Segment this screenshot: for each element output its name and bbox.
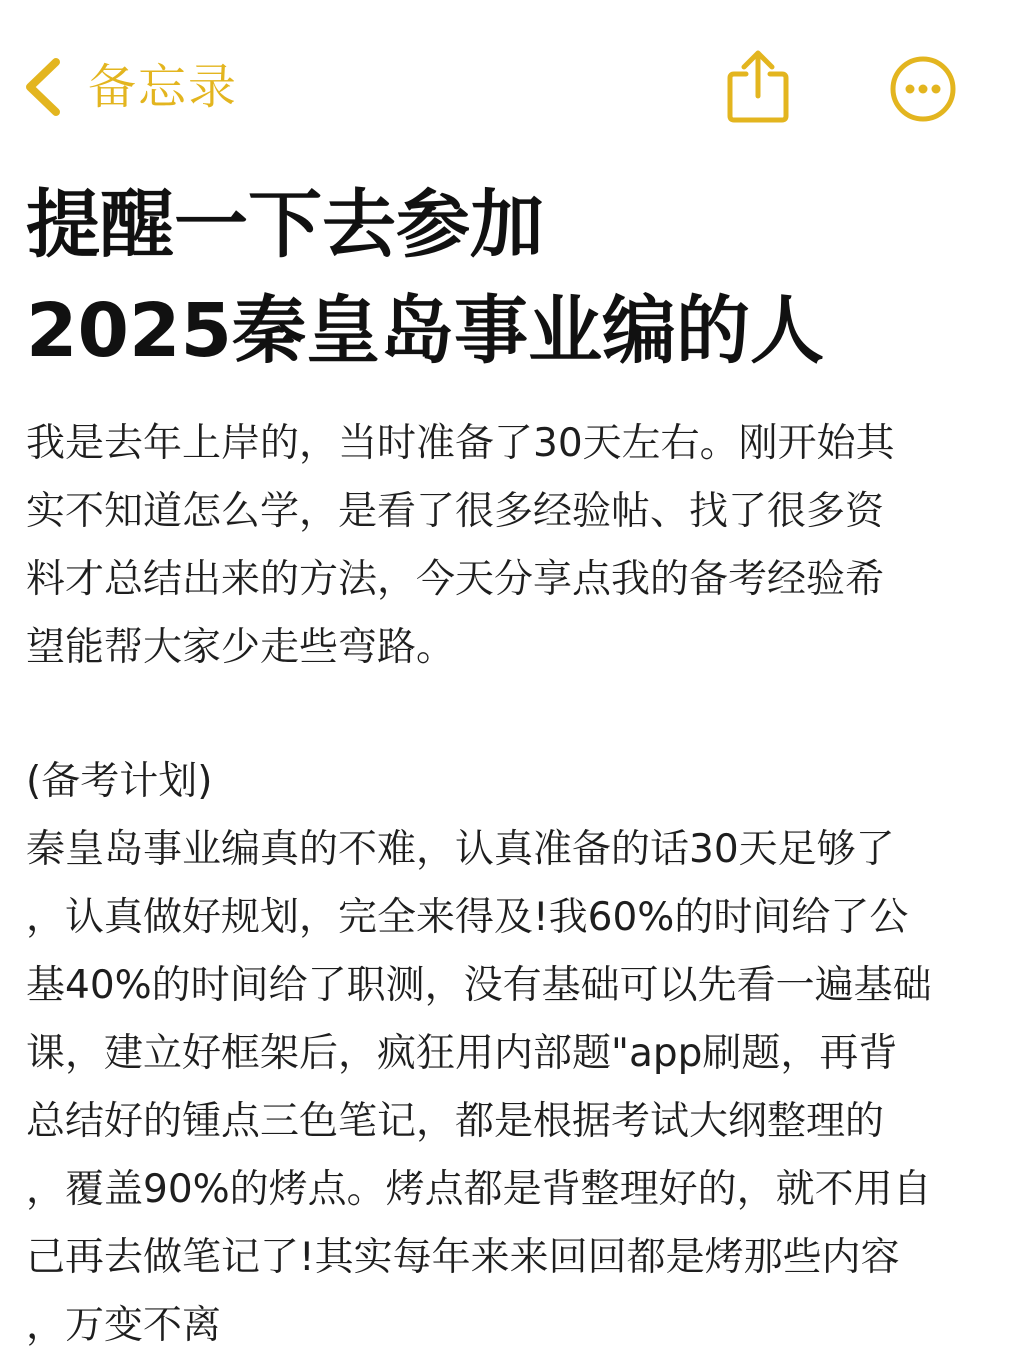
note-title-line: 提醒一下去参加: [26, 182, 544, 268]
text-line: ，认真做好规划，完全来得及!我60%的时间给了公: [26, 895, 909, 940]
text-line: 望能帮大家少走些弯路。: [26, 625, 456, 670]
text-line: 料才总结出来的方法，今天分享点我的备考经验希: [26, 557, 885, 602]
chevron-left-icon: [22, 56, 62, 118]
note-title: [26, 172, 986, 384]
text-line: 秦皇岛事业编真的不难，认真准备的话30天足够了: [26, 827, 895, 872]
back-button[interactable]: [22, 52, 238, 122]
section-heading: (备考计划): [26, 759, 213, 804]
text-line: 实不知道怎么学，是看了很多经验帖、找了很多资: [26, 489, 885, 534]
text-line: 己再去做笔记了!其实每年来来回回都是烤那些内容: [26, 1235, 900, 1280]
text-line: 基40%的时间给了职测，没有基础可以先看一遍基础: [26, 963, 932, 1008]
more-button[interactable]: [886, 48, 960, 132]
note-title-line: 2025秦皇岛事业编的人: [26, 288, 824, 374]
text-line: 课，建立好框架后，疯狂用内部题"app刷题，再背: [26, 1031, 898, 1076]
note-plan-paragraph: [26, 816, 976, 1360]
navigation-bar: [0, 0, 1015, 150]
share-button[interactable]: [722, 48, 794, 130]
back-label: 备忘录: [88, 59, 239, 115]
text-line: 总结好的锺点三色笔记，都是根据考试大纲整理的: [26, 1099, 885, 1144]
text-line: ，覆盖90%的烤点。烤点都是背整理好的，就不用自: [26, 1167, 932, 1212]
text-line: ，万变不离: [26, 1303, 222, 1348]
more-icon: [886, 48, 960, 128]
text-line: 我是去年上岸的，当时准备了30天左右。刚开始其: [26, 421, 895, 466]
share-icon: [722, 48, 794, 126]
note-intro-paragraph: [26, 410, 976, 682]
